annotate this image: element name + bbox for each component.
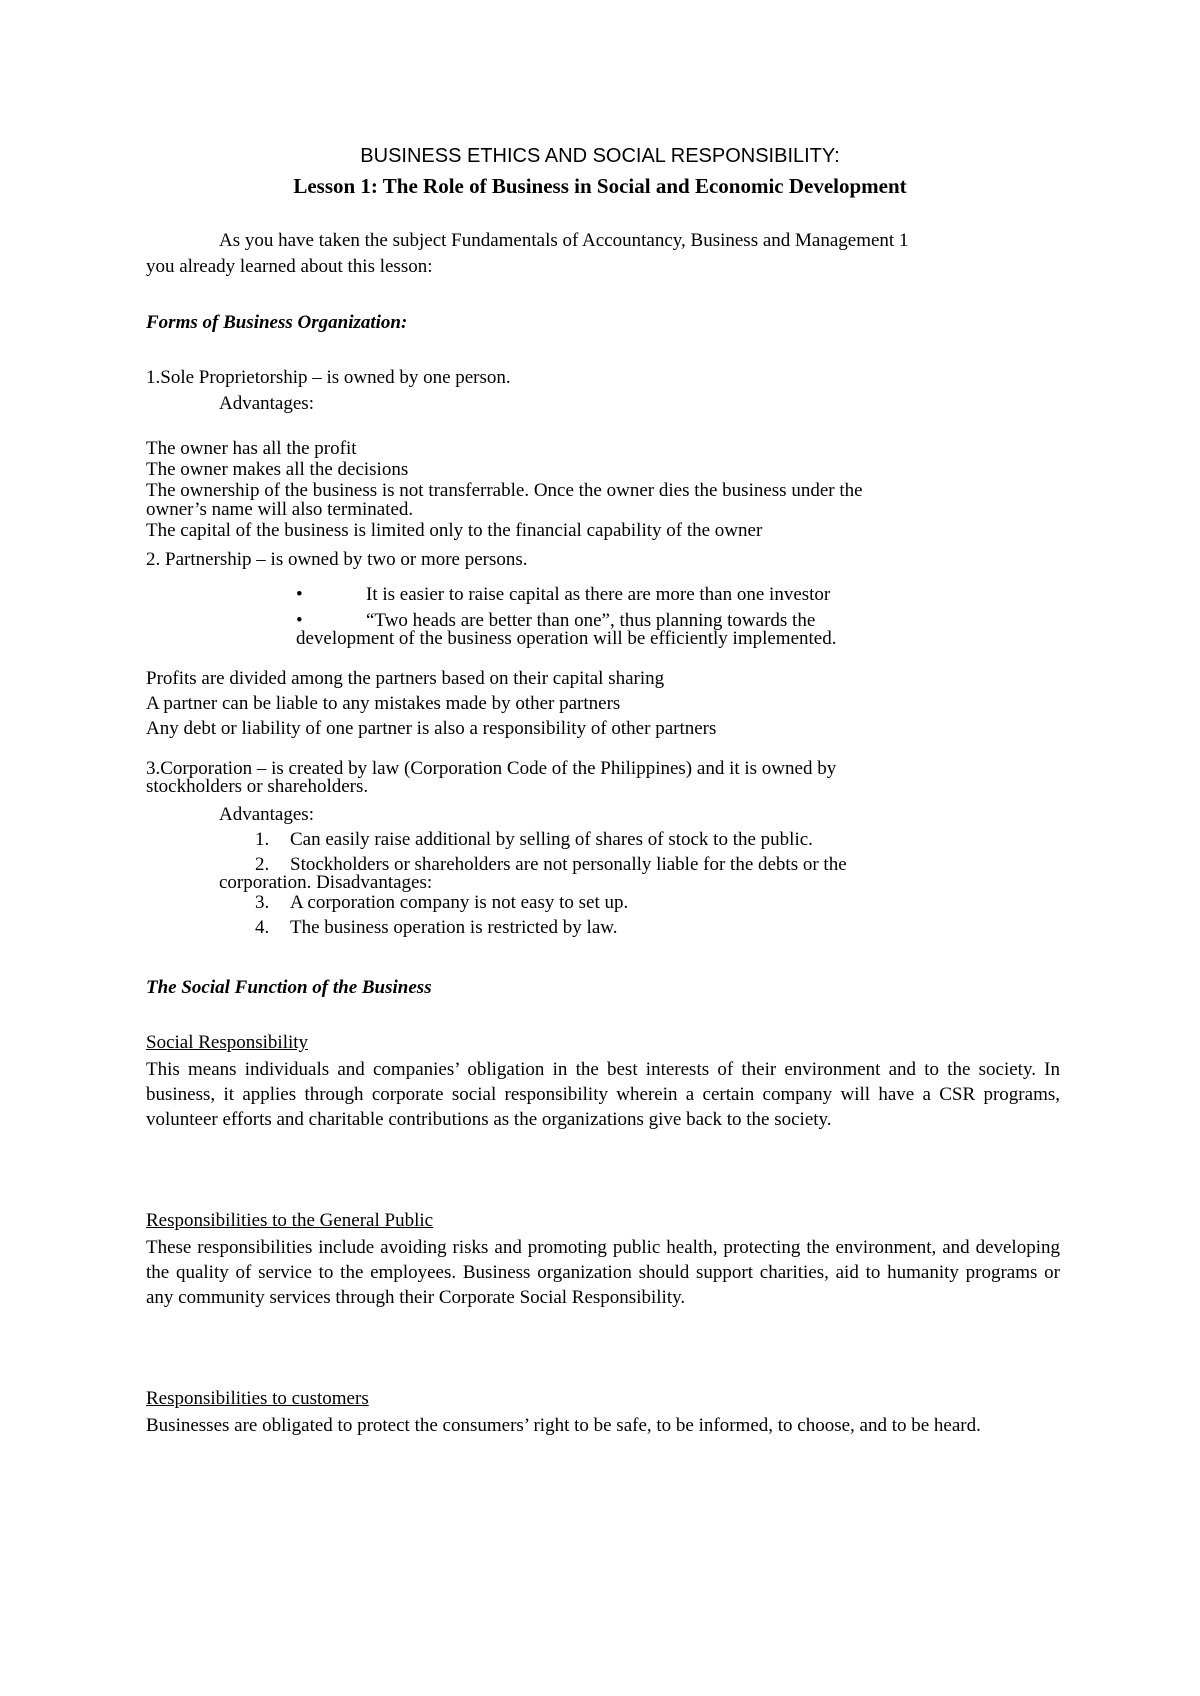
section-body: These responsibilities include avoiding risks and promoting public health, protecting the environment, and developing the quality of service to the employees. Business organization should support charities, aid to humanity programs or any community services through their Corporate Social Responsibility. — [146, 1237, 1060, 1308]
section-heading: Social Responsibility — [146, 1032, 309, 1053]
sole-proprietorship-heading: 1.Sole Proprietorship – is owned by one person. — [146, 367, 511, 388]
bullet-continuation: development of the business operation will be efficiently implemented. — [296, 628, 837, 649]
section-heading: Responsibilities to the General Public — [146, 1210, 434, 1231]
corporation-heading: 3.Corporation – is created by law (Corporation Code of the Philippines) and it is owned by — [146, 758, 837, 779]
list-number: 3. — [255, 892, 270, 913]
list-number: 2. — [255, 854, 270, 875]
list-item: The owner has all the profit — [146, 438, 357, 459]
list-item: owner’s name will also terminated. — [146, 499, 414, 520]
list-number: 4. — [255, 917, 270, 938]
social-function-heading: The Social Function of the Business — [146, 977, 432, 998]
document-title: BUSINESS ETHICS AND SOCIAL RESPONSIBILITY: — [360, 145, 840, 167]
section-body: Businesses are obligated to protect the consumers’ right to be safe, to be informed, to choose, and to be heard. — [146, 1415, 981, 1436]
numbered-item-continuation: corporation. Disadvantages: — [219, 872, 433, 893]
advantages-label: Advantages: — [219, 393, 314, 414]
list-number: 1. — [255, 829, 270, 850]
lesson-subtitle: Lesson 1: The Role of Business in Social and Economic Development — [293, 174, 907, 198]
bullet-icon: • — [296, 610, 303, 631]
intro-line: As you have taken the subject Fundamentals of Accountancy, Business and Management 1 — [219, 230, 909, 251]
list-item: The owner makes all the decisions — [146, 459, 409, 480]
list-item: Profits are divided among the partners based on their capital sharing — [146, 668, 665, 689]
list-item: The capital of the business is limited only to the financial capability of the owner — [146, 520, 763, 541]
list-item: A partner can be liable to any mistakes made by other partners — [146, 693, 621, 714]
partnership-heading: 2. Partnership – is owned by two or more persons. — [146, 549, 528, 570]
intro-line: you already learned about this lesson: — [146, 256, 433, 277]
bullet-icon: • — [296, 584, 303, 605]
numbered-item: Stockholders or shareholders are not personally liable for the debts or the — [290, 854, 847, 875]
corporation-heading: stockholders or shareholders. — [146, 776, 369, 797]
forms-heading: Forms of Business Organization: — [146, 312, 408, 333]
section-body: This means individuals and companies’ obligation in the best interests of their environment and to the society. In business, it applies through corporate social responsibility wherein a certain company will have a CSR programs, volunteer efforts and charitable contributions as the organizations give back to the society. — [146, 1059, 1060, 1130]
numbered-item: A corporation company is not easy to set up. — [290, 892, 629, 913]
bullet-item: “Two heads are better than one”, thus planning towards the — [366, 610, 816, 631]
bullet-item: It is easier to raise capital as there are more than one investor — [366, 584, 831, 605]
advantages-label: Advantages: — [219, 804, 314, 825]
section-heading: Responsibilities to customers — [146, 1388, 369, 1409]
list-item: Any debt or liability of one partner is also a responsibility of other partners — [146, 718, 717, 739]
numbered-item: The business operation is restricted by law. — [290, 917, 618, 938]
numbered-item: Can easily raise additional by selling of shares of stock to the public. — [290, 829, 813, 850]
list-item: The ownership of the business is not transferrable. Once the owner dies the business under the — [146, 480, 863, 501]
